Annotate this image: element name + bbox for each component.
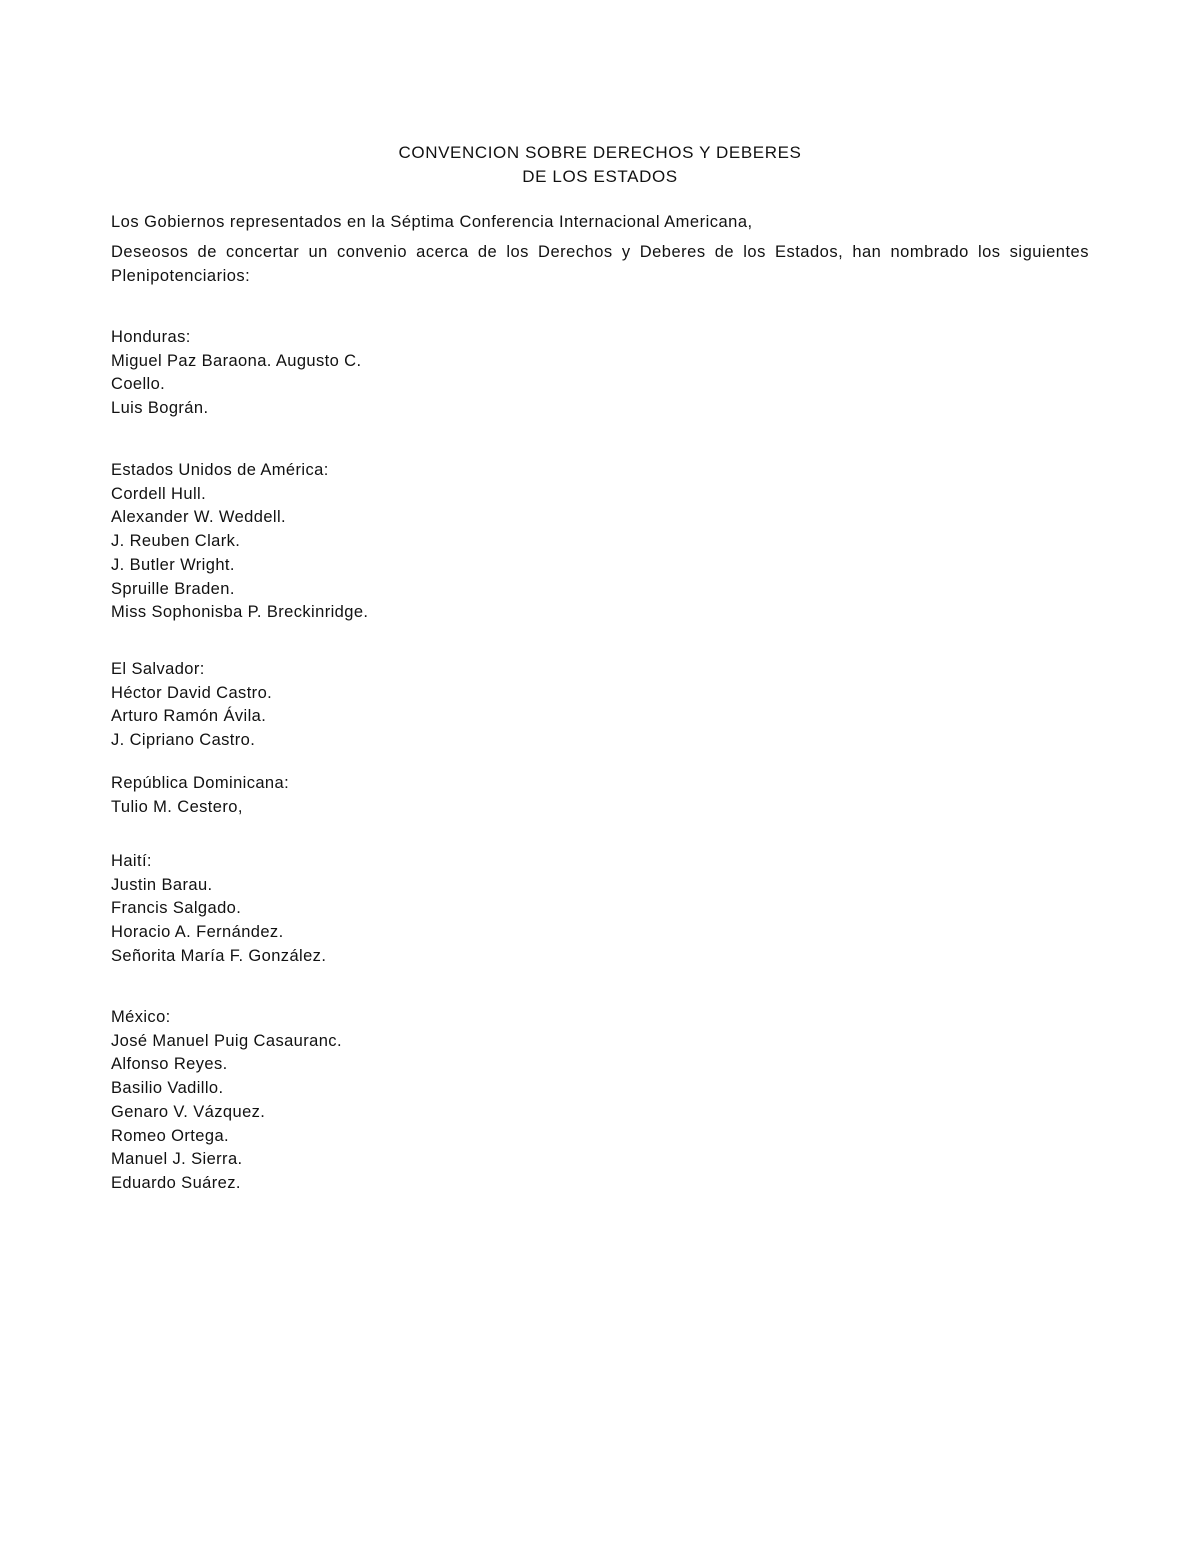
delegate-name: Héctor David Castro.	[111, 683, 273, 702]
country-name: Honduras:	[111, 328, 191, 346]
document-title-line-2: DE LOS ESTADOS	[522, 167, 678, 186]
delegate-name: J. Reuben Clark.	[111, 532, 241, 551]
delegate-name: Arturo Ramón Ávila.	[111, 707, 267, 726]
delegate-name: Genaro V. Vázquez.	[111, 1102, 266, 1121]
delegate-name: Basilio Vadillo.	[111, 1079, 224, 1098]
country-block-usa	[111, 459, 368, 625]
delegate-name: Miguel Paz Baraona. Augusto C.	[111, 351, 362, 370]
country-block-haiti	[111, 850, 326, 969]
delegate-name: Francis Salgado.	[111, 899, 242, 918]
delegate-name: Romeo Ortega.	[111, 1126, 230, 1145]
intro-paragraph: Deseosos de concertar un convenio acerca de los Derechos y Deberes de los Estados, han nombrado los siguientes Plenipotenciarios:	[111, 243, 1089, 285]
delegate-name: Señorita María F. González.	[111, 946, 327, 965]
delegate-name: Justin Barau.	[111, 875, 213, 894]
delegate-name: Alexander W. Weddell.	[111, 508, 287, 527]
delegate-name: Horacio A. Fernández.	[111, 923, 284, 942]
delegate-name: Miss Sophonisba P. Breckinridge.	[111, 603, 369, 622]
country-block-republica-dominicana	[111, 772, 289, 819]
country-name: Estados Unidos de América:	[111, 461, 329, 479]
delegate-name: José Manuel Puig Casauranc.	[111, 1031, 342, 1050]
delegate-name: Tulio M. Cestero,	[111, 797, 243, 816]
intro-text: Los Gobiernos representados en la Séptima Conferencia Internacional Americana,	[111, 213, 753, 231]
delegate-name: J. Cipriano Castro.	[111, 731, 256, 750]
delegate-name: Coello.	[111, 375, 166, 394]
country-name: Haití:	[111, 852, 152, 870]
document-title-line-1: CONVENCION SOBRE DERECHOS Y DEBERES	[398, 143, 802, 162]
delegate-name: Spruille Braden.	[111, 579, 235, 598]
delegate-name: Manuel J. Sierra.	[111, 1150, 243, 1169]
country-name: República Dominicana:	[111, 774, 290, 792]
country-name: México:	[111, 1008, 171, 1026]
delegate-name: Eduardo Suárez.	[111, 1173, 241, 1192]
delegate-name: Cordell Hull.	[111, 484, 207, 503]
country-block-el-salvador	[111, 658, 272, 753]
country-name: El Salvador:	[111, 660, 205, 678]
delegate-name: J. Butler Wright.	[111, 555, 235, 574]
delegate-name: Alfonso Reyes.	[111, 1055, 228, 1074]
country-block-honduras	[111, 326, 361, 421]
country-block-mexico	[111, 1006, 342, 1196]
delegate-name: Luis Bográn.	[111, 399, 209, 418]
